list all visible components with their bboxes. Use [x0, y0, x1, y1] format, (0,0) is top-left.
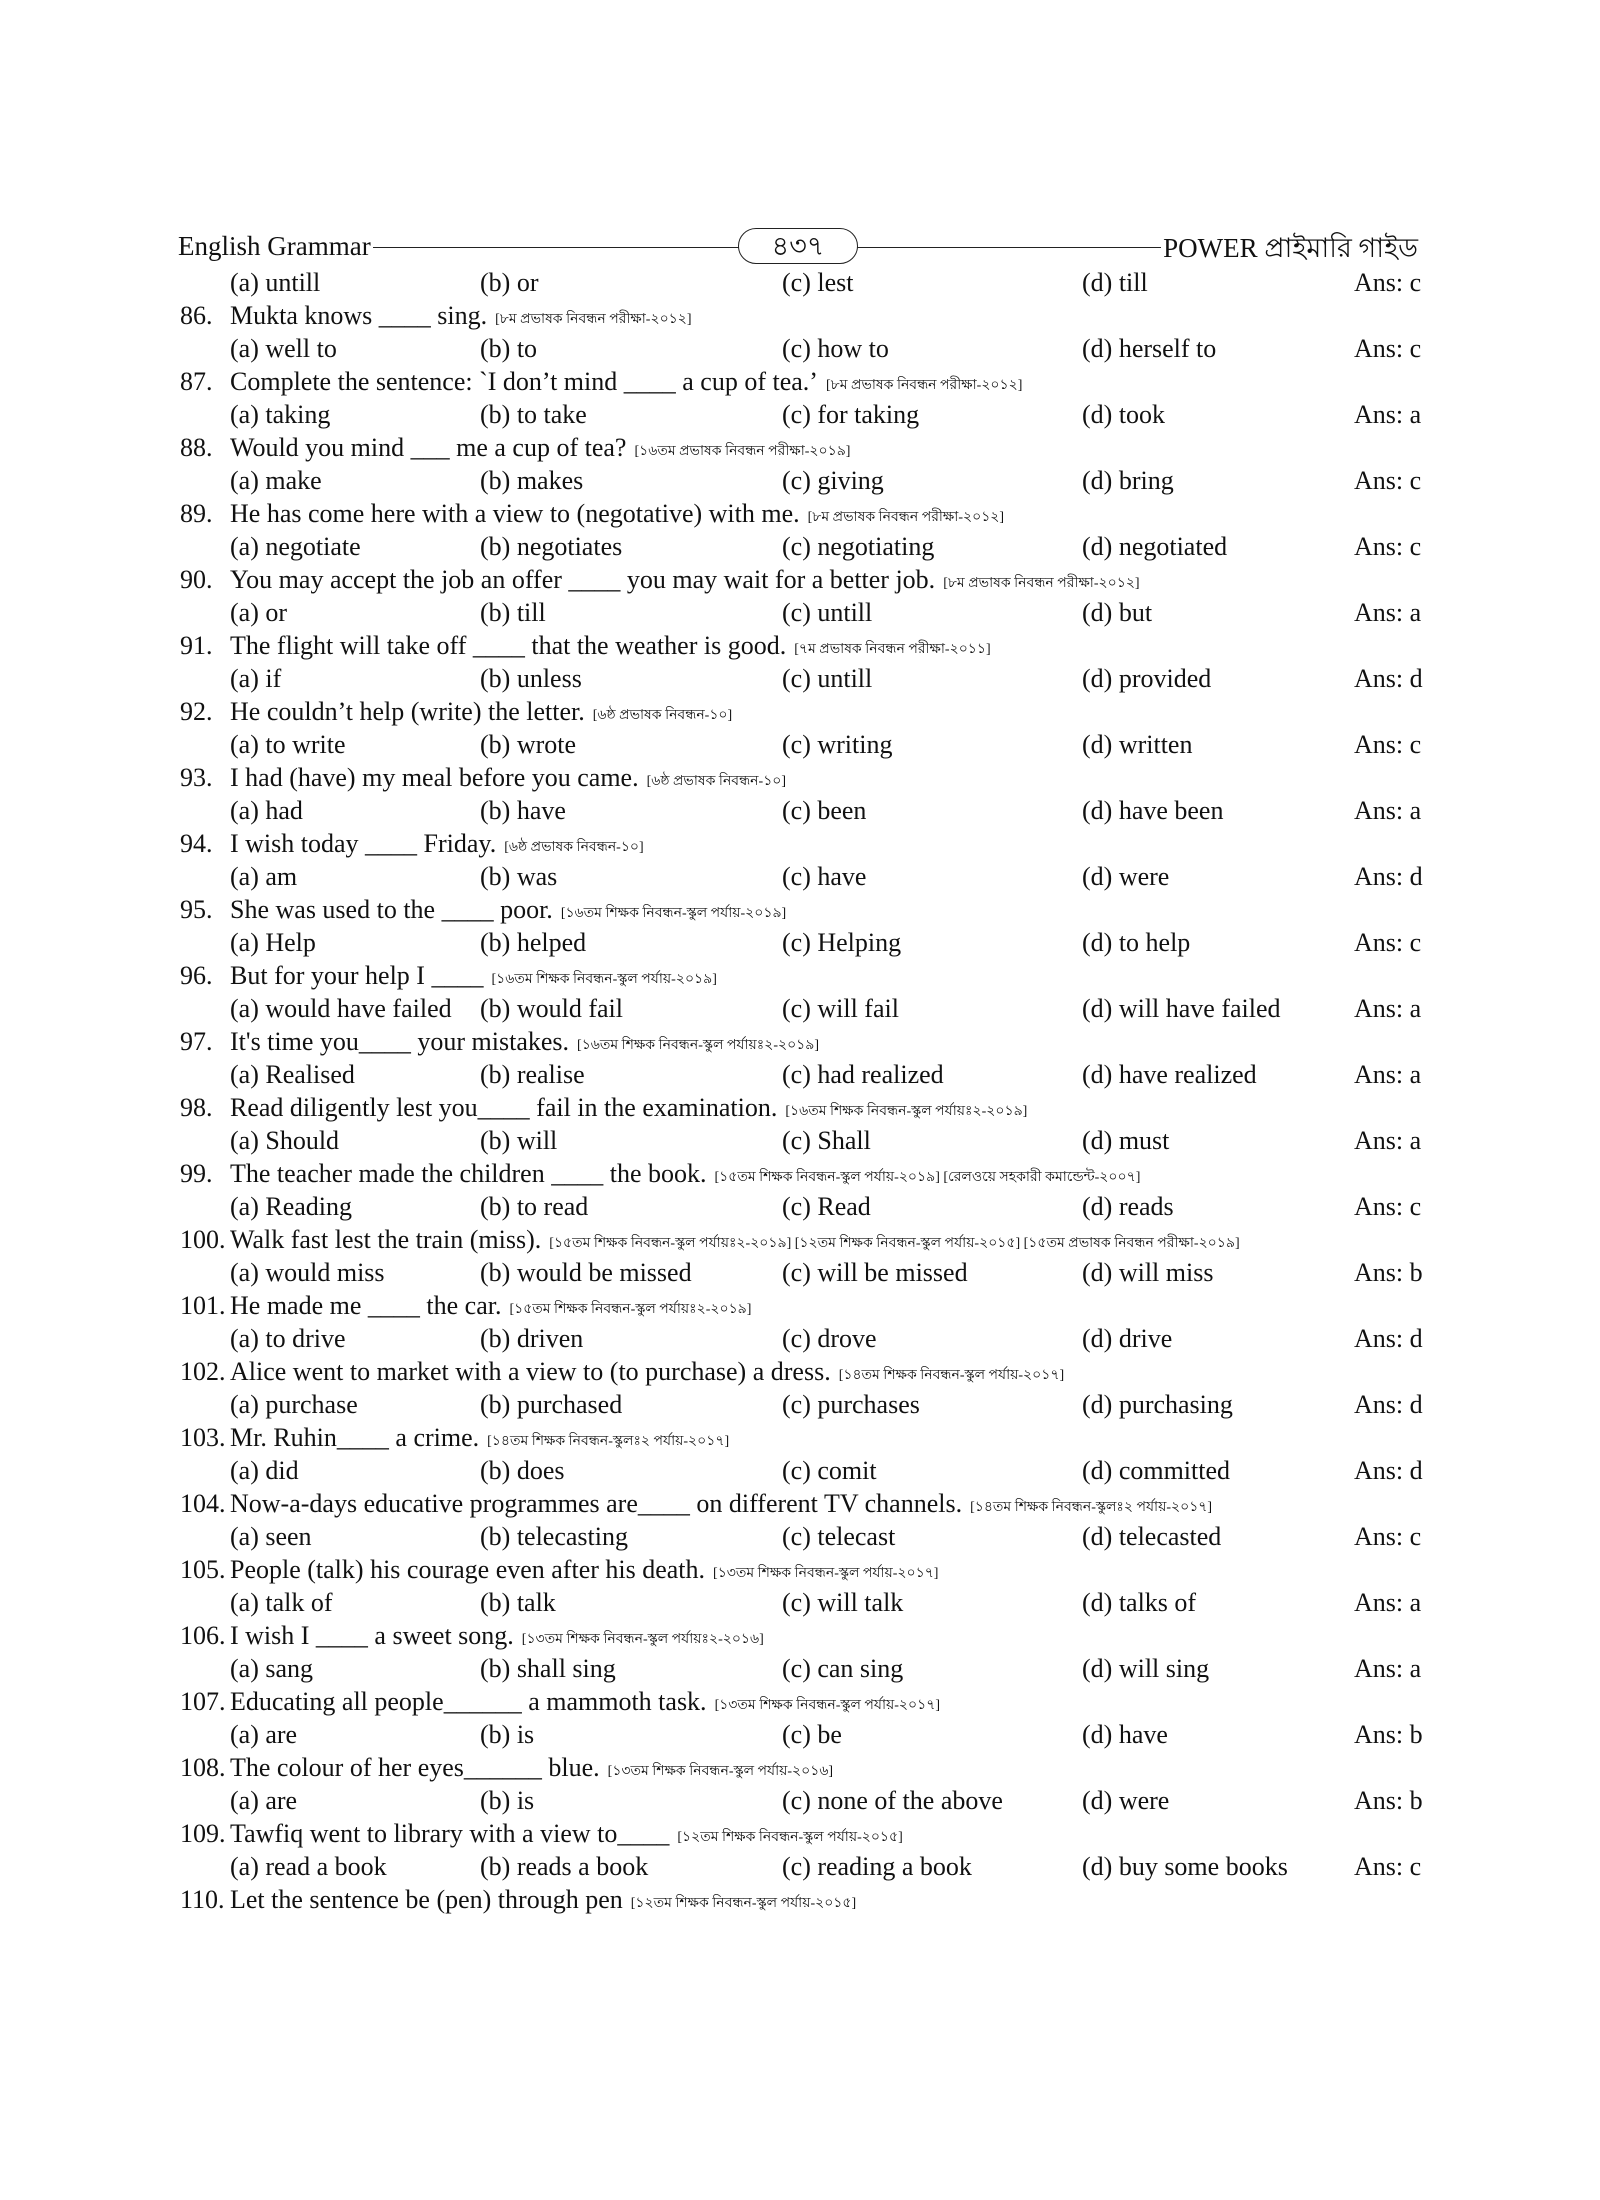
- option-c: (c) writing: [782, 730, 893, 759]
- question-row: [178, 761, 1438, 794]
- options-row: [178, 926, 1438, 959]
- question-text-wrap: [230, 1355, 1064, 1392]
- question-row: [178, 1553, 1438, 1586]
- question-text-wrap: [230, 1883, 856, 1920]
- answer-key: Ans: c: [1354, 730, 1422, 759]
- option-a: (a) or: [230, 598, 288, 627]
- answer-key: Ans: a: [1354, 598, 1422, 627]
- option-b: (b) reads a book: [480, 1852, 649, 1881]
- options-row: [178, 1652, 1438, 1685]
- option-d: (d) have been: [1082, 796, 1224, 825]
- question-text: Walk fast lest the train (miss).: [230, 1225, 542, 1254]
- question-text: Educating all people______ a mammoth task.: [230, 1687, 707, 1716]
- option-c: (c) had realized: [782, 1060, 944, 1089]
- option-b: (b) makes: [480, 466, 584, 495]
- question-row: [178, 365, 1438, 398]
- question-row: [178, 299, 1438, 332]
- answer-key: Ans: a: [1354, 1060, 1422, 1089]
- options-row-lead: [178, 266, 1438, 299]
- question-text-wrap: [230, 1553, 938, 1590]
- question-source: [৭ম প্রভাষক নিবন্ধন পরীক্ষা-২০১১]: [794, 642, 991, 657]
- options-row: [178, 398, 1438, 431]
- question-text-wrap: [230, 1223, 1240, 1260]
- answer-key: Ans: c: [1354, 532, 1422, 561]
- option-a: (a) Help: [230, 928, 316, 957]
- question-number: 88.: [180, 433, 213, 462]
- question-text: Alice went to market with a view to (to purchase) a dress.: [230, 1357, 831, 1386]
- options-row: [178, 596, 1438, 629]
- answer-key: Ans: c: [1354, 1192, 1422, 1221]
- question-row: [178, 1487, 1438, 1520]
- question-source: [৮ম প্রভাষক নিবন্ধন পরীক্ষা-২০১২]: [943, 576, 1140, 591]
- option-c: (c) Helping: [782, 928, 902, 957]
- option-a: (a) if: [230, 664, 282, 693]
- option-a: (a) talk of: [230, 1588, 333, 1617]
- question-row: [178, 1619, 1438, 1652]
- question-text: He made me ____ the car.: [230, 1291, 502, 1320]
- option-a: (a) to drive: [230, 1324, 346, 1353]
- option-a: (a) untill: [230, 268, 321, 297]
- question-number: 87.: [180, 367, 213, 396]
- header-subject: English Grammar: [178, 228, 373, 264]
- option-a: (a) Should: [230, 1126, 340, 1155]
- option-d: (d) will miss: [1082, 1258, 1214, 1287]
- question-row: [178, 563, 1438, 596]
- question-text: The colour of her eyes______ blue.: [230, 1753, 600, 1782]
- question-source: [১৩তম শিক্ষক নিবন্ধন-স্কুল পর্যায়ঃ২-২০১৬]: [521, 1632, 764, 1647]
- option-a: (a) seen: [230, 1522, 312, 1551]
- option-d: (d) will sing: [1082, 1654, 1210, 1683]
- option-c: (c) lest: [782, 268, 854, 297]
- option-d: (d) reads: [1082, 1192, 1174, 1221]
- options-row: [178, 992, 1438, 1025]
- options-row: [178, 1322, 1438, 1355]
- answer-key: Ans: a: [1354, 994, 1422, 1023]
- question-row: [178, 959, 1438, 992]
- answer-key: Ans: a: [1354, 1654, 1422, 1683]
- options-row: [178, 662, 1438, 695]
- answer-key: Ans: d: [1354, 1390, 1423, 1419]
- option-d: (d) but: [1082, 598, 1153, 627]
- option-b: (b) is: [480, 1786, 535, 1815]
- option-d: (d) took: [1082, 400, 1166, 429]
- question-text-wrap: [230, 431, 850, 468]
- option-d: (d) herself to: [1082, 334, 1217, 363]
- question-text-wrap: [230, 629, 991, 666]
- answer-key: Ans: c: [1354, 1522, 1422, 1551]
- question-text: Let the sentence be (pen) through pen: [230, 1885, 623, 1914]
- question-text-wrap: [230, 1421, 729, 1458]
- question-text: Now-a-days educative programmes are____ on different TV channels.: [230, 1489, 963, 1518]
- option-d: (d) buy some books: [1082, 1852, 1288, 1881]
- question-text: Mr. Ruhin____ a crime.: [230, 1423, 480, 1452]
- question-number: 109.: [180, 1819, 226, 1848]
- option-b: (b) to take: [480, 400, 587, 429]
- question-source: [১৩তম শিক্ষক নিবন্ধন-স্কুল পর্যায়-২০১৭]: [714, 1698, 940, 1713]
- answer-key: Ans: a: [1354, 400, 1422, 429]
- option-c: (c) for taking: [782, 400, 920, 429]
- option-b: (b) would be missed: [480, 1258, 692, 1287]
- options-row: [178, 464, 1438, 497]
- option-d: (d) talks of: [1082, 1588, 1197, 1617]
- question-row: [178, 431, 1438, 464]
- question-row: [178, 1091, 1438, 1124]
- header-book-title: POWER প্রাইমারি গাইড: [1161, 230, 1418, 266]
- question-text-wrap: [230, 827, 644, 864]
- question-source: [১৪তম শিক্ষক নিবন্ধন-স্কুলঃ২ পর্যায়-২০১৭]: [970, 1500, 1213, 1515]
- option-c: (c) purchases: [782, 1390, 920, 1419]
- question-source: [১৩তম শিক্ষক নিবন্ধন-স্কুল পর্যায়-২০১৬]: [607, 1764, 834, 1779]
- question-source: [১৩তম শিক্ষক নিবন্ধন-স্কুল পর্যায়-২০১৭]: [713, 1566, 939, 1581]
- question-text: The teacher made the children ____ the book.: [230, 1159, 707, 1188]
- options-row: [178, 1850, 1438, 1883]
- option-d: (d) drive: [1082, 1324, 1173, 1353]
- question-number: 94.: [180, 829, 213, 858]
- option-c: (c) been: [782, 796, 867, 825]
- option-b: (b) talk: [480, 1588, 556, 1617]
- question-text: Complete the sentence: `I don’t mind ____ a cup of tea.’: [230, 367, 818, 396]
- question-row: [178, 1289, 1438, 1322]
- option-c: (c) comit: [782, 1456, 877, 1485]
- option-d: (d) have: [1082, 1720, 1168, 1749]
- question-number: 100.: [180, 1225, 226, 1254]
- question-number: 97.: [180, 1027, 213, 1056]
- question-source: [১৬তম শিক্ষক নিবন্ধন-স্কুল পর্যায়ঃ২-২০১৯]: [577, 1038, 820, 1053]
- question-number: 104.: [180, 1489, 226, 1518]
- option-a: (a) to write: [230, 730, 346, 759]
- question-number: 105.: [180, 1555, 226, 1584]
- question-row: [178, 1883, 1438, 1916]
- options-row: [178, 1058, 1438, 1091]
- question-list: [178, 266, 1438, 1916]
- option-a: (a) make: [230, 466, 322, 495]
- question-text: I had (have) my meal before you came.: [230, 763, 639, 792]
- question-text-wrap: [230, 365, 1022, 402]
- option-c: (c) how to: [782, 334, 889, 363]
- question-text-wrap: [230, 1817, 903, 1854]
- option-d: (d) have realized: [1082, 1060, 1257, 1089]
- question-text-wrap: [230, 299, 692, 336]
- question-number: 86.: [180, 301, 213, 330]
- question-row: [178, 497, 1438, 530]
- question-number: 93.: [180, 763, 213, 792]
- option-d: (d) purchasing: [1082, 1390, 1233, 1419]
- options-row: [178, 1454, 1438, 1487]
- options-row: [178, 794, 1438, 827]
- answer-key: Ans: c: [1354, 1852, 1422, 1881]
- question-text: I wish today ____ Friday.: [230, 829, 497, 858]
- question-row: [178, 1223, 1438, 1256]
- question-source: [১৫তম শিক্ষক নিবন্ধন-স্কুল পর্যায়ঃ২-২০১৯] [১২তম শিক্ষক নিবন্ধন-স্কুল পর্যায়-২০১৫] [১৫তম প্রভাষক নিবন্ধন পরীক্ষা-২০১৯]: [549, 1236, 1240, 1251]
- option-d: (d) till: [1082, 268, 1148, 297]
- option-b: (b) purchased: [480, 1390, 623, 1419]
- question-source: [১৬তম শিক্ষক নিবন্ধন-স্কুল পর্যায়-২০১৯]: [560, 906, 787, 921]
- question-text: Read diligently lest you____ fail in the examination.: [230, 1093, 778, 1122]
- question-row: [178, 893, 1438, 926]
- option-a: (a) would have failed: [230, 994, 452, 1023]
- question-number: 110.: [180, 1885, 225, 1914]
- option-c: (c) Shall: [782, 1126, 871, 1155]
- option-c: (c) untill: [782, 664, 873, 693]
- option-a: (a) purchase: [230, 1390, 358, 1419]
- answer-key: Ans: b: [1354, 1258, 1423, 1287]
- option-d: (d) were: [1082, 1786, 1170, 1815]
- options-row: [178, 1256, 1438, 1289]
- option-a: (a) Reading: [230, 1192, 353, 1221]
- question-text-wrap: [230, 1157, 1140, 1194]
- option-d: (d) to help: [1082, 928, 1191, 957]
- question-text: But for your help I ____: [230, 961, 484, 990]
- option-b: (b) would fail: [480, 994, 623, 1023]
- options-row: [178, 1784, 1438, 1817]
- option-b: (b) negotiates: [480, 532, 623, 561]
- option-b: (b) wrote: [480, 730, 577, 759]
- option-b: (b) was: [480, 862, 558, 891]
- options-row: [178, 1388, 1438, 1421]
- options-row: [178, 1520, 1438, 1553]
- options-row: [178, 1190, 1438, 1223]
- question-source: [৮ম প্রভাষক নিবন্ধন পরীক্ষা-২০১২]: [825, 378, 1023, 393]
- answer-key: Ans: d: [1354, 1456, 1423, 1485]
- question-number: 106.: [180, 1621, 226, 1650]
- option-d: (d) provided: [1082, 664, 1212, 693]
- question-number: 102.: [180, 1357, 226, 1386]
- option-c: (c) drove: [782, 1324, 877, 1353]
- option-a: (a) would miss: [230, 1258, 385, 1287]
- option-c: (c) giving: [782, 466, 884, 495]
- options-row: [178, 530, 1438, 563]
- question-text-wrap: [230, 563, 1140, 600]
- question-row: [178, 1421, 1438, 1454]
- question-row: [178, 1751, 1438, 1784]
- answer-key: Ans: a: [1354, 796, 1422, 825]
- option-b: (b) telecasting: [480, 1522, 628, 1551]
- option-b: (b) unless: [480, 664, 582, 693]
- option-c: (c) be: [782, 1720, 842, 1749]
- options-row: [178, 1718, 1438, 1751]
- question-text: Tawfiq went to library with a view to____: [230, 1819, 670, 1848]
- answer-key: Ans: a: [1354, 1126, 1422, 1155]
- question-row: [178, 1685, 1438, 1718]
- options-row: [178, 1124, 1438, 1157]
- question-row: [178, 695, 1438, 728]
- question-text-wrap: [230, 1487, 1212, 1524]
- question-row: [178, 629, 1438, 662]
- question-text-wrap: [230, 1685, 940, 1722]
- option-a: (a) had: [230, 796, 303, 825]
- option-a: (a) are: [230, 1786, 298, 1815]
- question-row: [178, 1817, 1438, 1850]
- option-b: (b) shall sing: [480, 1654, 616, 1683]
- option-a: (a) sang: [230, 1654, 314, 1683]
- answer-key: Ans: b: [1354, 1720, 1423, 1749]
- question-number: 95.: [180, 895, 213, 924]
- question-text: He couldn’t help (write) the letter.: [230, 697, 585, 726]
- option-b: (b) will: [480, 1126, 558, 1155]
- option-d: (d) written: [1082, 730, 1193, 759]
- option-b: (b) helped: [480, 928, 587, 957]
- question-text: It's time you____ your mistakes.: [230, 1027, 570, 1056]
- answer-key: Ans: d: [1354, 1324, 1423, 1353]
- option-a: (a) are: [230, 1720, 298, 1749]
- option-c: (c) will be missed: [782, 1258, 968, 1287]
- question-number: 96.: [180, 961, 213, 990]
- question-source: [১৪তম শিক্ষক নিবন্ধন-স্কুল পর্যায়-২০১৭]: [838, 1368, 1065, 1383]
- options-row: [178, 728, 1438, 761]
- question-number: 91.: [180, 631, 213, 660]
- option-c: (c) none of the above: [782, 1786, 1003, 1815]
- page-number-badge: ৪৩৭: [738, 228, 858, 264]
- question-number: 89.: [180, 499, 213, 528]
- question-text: Would you mind ___ me a cup of tea?: [230, 433, 627, 462]
- option-a: (a) well to: [230, 334, 337, 363]
- answer-key: Ans: a: [1354, 1588, 1422, 1617]
- option-b: (b) realise: [480, 1060, 585, 1089]
- option-d: (d) will have failed: [1082, 994, 1281, 1023]
- options-row: [178, 332, 1438, 365]
- option-a: (a) read a book: [230, 1852, 387, 1881]
- question-number: 108.: [180, 1753, 226, 1782]
- option-c: (c) will talk: [782, 1588, 904, 1617]
- question-row: [178, 1025, 1438, 1058]
- option-b: (b) or: [480, 268, 539, 297]
- option-d: (d) bring: [1082, 466, 1174, 495]
- question-number: 90.: [180, 565, 213, 594]
- option-d: (d) must: [1082, 1126, 1170, 1155]
- question-number: 99.: [180, 1159, 213, 1188]
- question-text-wrap: [230, 893, 786, 930]
- question-text-wrap: [230, 1619, 764, 1656]
- question-number: 98.: [180, 1093, 213, 1122]
- option-b: (b) have: [480, 796, 566, 825]
- option-b: (b) to read: [480, 1192, 589, 1221]
- option-b: (b) till: [480, 598, 546, 627]
- question-source: [৬ষ্ঠ প্রভাষক নিবন্ধন-১০]: [504, 840, 644, 855]
- page-header: [178, 228, 1418, 268]
- question-source: [১৫তম শিক্ষক নিবন্ধন-স্কুল পর্যায়ঃ২-২০১৯]: [509, 1302, 752, 1317]
- question-text-wrap: [230, 1025, 819, 1062]
- options-row: [178, 1586, 1438, 1619]
- question-source: [৮ম প্রভাষক নিবন্ধন পরীক্ষা-২০১২]: [495, 312, 692, 327]
- question-number: 107.: [180, 1687, 226, 1716]
- option-b: (b) is: [480, 1720, 535, 1749]
- option-a: (a) taking: [230, 400, 331, 429]
- question-source: [৬ষ্ঠ প্রভাষক নিবন্ধন-১০]: [646, 774, 787, 789]
- question-source: [৬ষ্ঠ প্রভাষক নিবন্ধন-১০]: [592, 708, 733, 723]
- option-c: (c) telecast: [782, 1522, 896, 1551]
- answer-key: Ans: c: [1354, 268, 1422, 297]
- option-c: (c) will fail: [782, 994, 899, 1023]
- answer-key: Ans: b: [1354, 1786, 1423, 1815]
- question-source: [১২তম শিক্ষক নিবন্ধন-স্কুল পর্যায়-২০১৫]: [630, 1896, 857, 1911]
- option-c: (c) can sing: [782, 1654, 904, 1683]
- options-row: [178, 860, 1438, 893]
- option-d: (d) were: [1082, 862, 1170, 891]
- option-b: (b) driven: [480, 1324, 584, 1353]
- question-text: People (talk) his courage even after his death.: [230, 1555, 706, 1584]
- question-text: Mukta knows ____ sing.: [230, 301, 488, 330]
- question-number: 101.: [180, 1291, 226, 1320]
- question-number: 103.: [180, 1423, 226, 1452]
- option-d: (d) negotiated: [1082, 532, 1228, 561]
- option-c: (c) Read: [782, 1192, 871, 1221]
- question-row: [178, 1157, 1438, 1190]
- answer-key: Ans: d: [1354, 664, 1423, 693]
- question-source: [১৫তম শিক্ষক নিবন্ধন-স্কুল পর্যায়-২০১৯] [রেলওয়ে সহকারী কমান্ডেন্ট-২০০৭]: [714, 1170, 1141, 1185]
- question-text-wrap: [230, 761, 786, 798]
- question-number: 92.: [180, 697, 213, 726]
- question-text: You may accept the job an offer ____ you may wait for a better job.: [230, 565, 936, 594]
- option-a: (a) did: [230, 1456, 299, 1485]
- question-source: [১২তম শিক্ষক নিবন্ধন-স্কুল পর্যায়-২০১৫]: [677, 1830, 903, 1845]
- question-text-wrap: [230, 1289, 751, 1326]
- question-source: [১৬তম শিক্ষক নিবন্ধন-স্কুল পর্যায়ঃ২-২০১৯]: [785, 1104, 1028, 1119]
- option-b: (b) to: [480, 334, 538, 363]
- option-c: (c) reading a book: [782, 1852, 972, 1881]
- question-row: [178, 1355, 1438, 1388]
- option-c: (c) untill: [782, 598, 873, 627]
- question-text: The flight will take off ____ that the weather is good.: [230, 631, 787, 660]
- question-text: She was used to the ____ poor.: [230, 895, 553, 924]
- option-d: (d) telecasted: [1082, 1522, 1222, 1551]
- question-text-wrap: [230, 1751, 833, 1788]
- question-text: He has come here with a view to (negotative) with me.: [230, 499, 800, 528]
- question-text-wrap: [230, 1091, 1027, 1128]
- option-b: (b) does: [480, 1456, 565, 1485]
- answer-key: Ans: c: [1354, 466, 1422, 495]
- question-text: I wish I ____ a sweet song.: [230, 1621, 514, 1650]
- option-c: (c) have: [782, 862, 867, 891]
- option-c: (c) negotiating: [782, 532, 935, 561]
- question-source: [১৪তম শিক্ষক নিবন্ধন-স্কুলঃ২ পর্যায়-২০১৭]: [487, 1434, 730, 1449]
- answer-key: Ans: c: [1354, 928, 1422, 957]
- question-source: [৮ম প্রভাষক নিবন্ধন পরীক্ষা-২০১২]: [807, 510, 1005, 525]
- question-text-wrap: [230, 497, 1004, 534]
- option-a: (a) am: [230, 862, 298, 891]
- question-text-wrap: [230, 695, 732, 732]
- question-row: [178, 827, 1438, 860]
- question-source: [১৬তম শিক্ষক নিবন্ধন-স্কুল পর্যায়-২০১৯]: [491, 972, 717, 987]
- question-source: [১৬তম প্রভাষক নিবন্ধন পরীক্ষা-২০১৯]: [634, 444, 851, 459]
- option-a: (a) Realised: [230, 1060, 355, 1089]
- option-d: (d) committed: [1082, 1456, 1231, 1485]
- answer-key: Ans: d: [1354, 862, 1423, 891]
- option-a: (a) negotiate: [230, 532, 361, 561]
- answer-key: Ans: c: [1354, 334, 1422, 363]
- question-text-wrap: [230, 959, 717, 996]
